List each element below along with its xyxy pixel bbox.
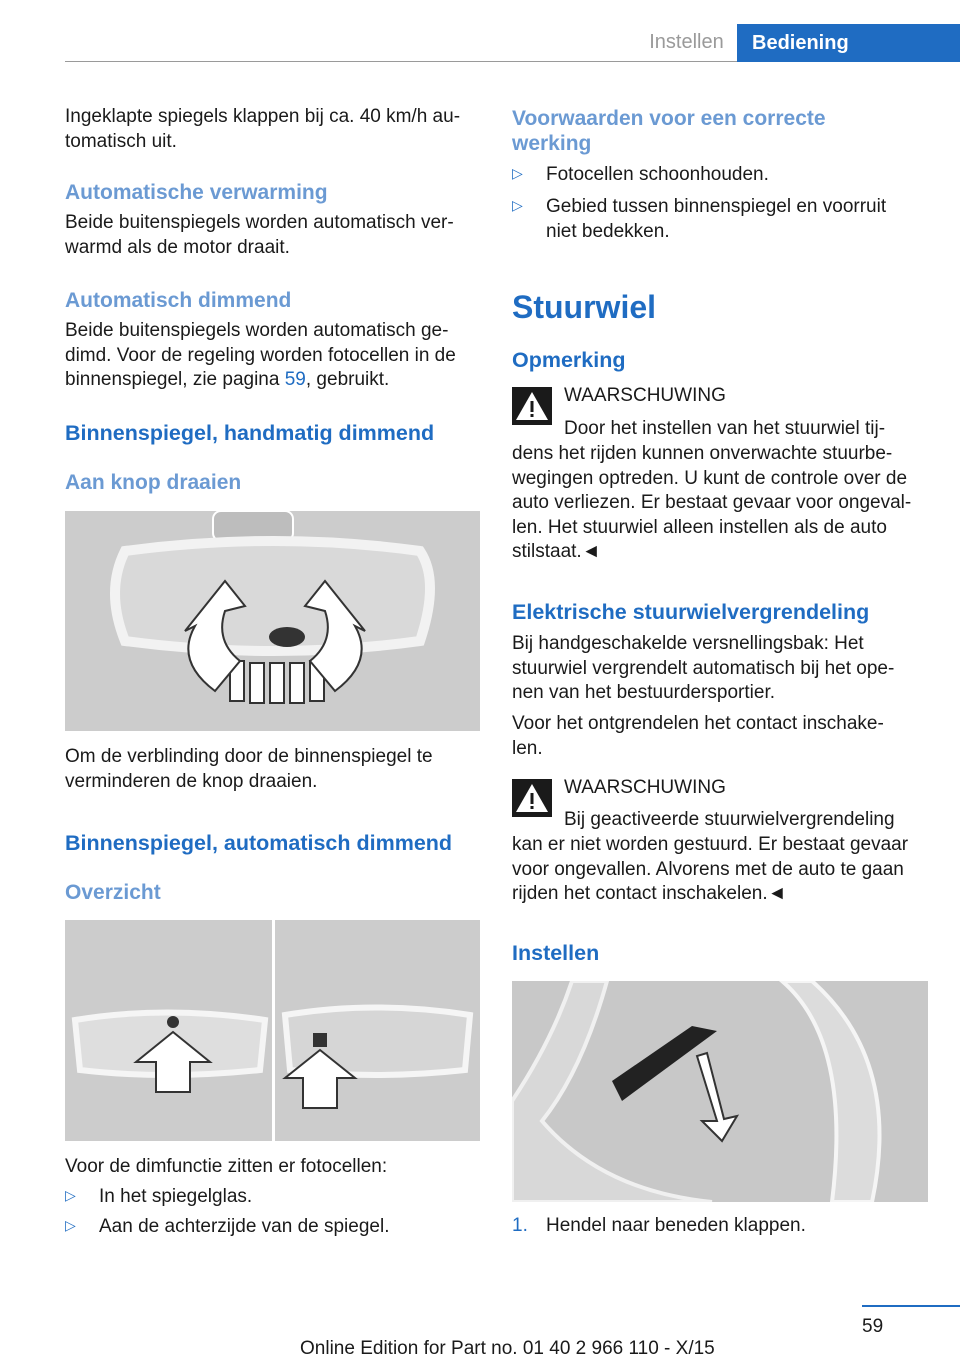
tab-bediening[interactable]: Bediening [737, 24, 960, 62]
heading-automatische-verwarming: Automatische verwarming [65, 181, 328, 204]
tab-instellen[interactable]: Instellen [649, 31, 724, 53]
heading-automatisch-dimmend: Automatisch dimmend [65, 289, 292, 312]
warning-text: Bij geactiveerde stuurwielvergrendeling [564, 809, 895, 830]
warning-text: dens het rijden kunnen onverwachte stuurbe- wegingen optreden. U kunt de controle over de auto verliezen. Er bestaat gevaar voor ongeval- len. Het stuurwiel alleen instellen als de auto stilstaat.◄ [512, 443, 912, 562]
paragraph-versnellingsbak: Bij handgeschakelde versnellingsbak: Het stuurwiel vergrendelt automatisch bij het ope- nen van het bestuurdersportier. [512, 633, 895, 703]
bullet-icon: ▷ [512, 165, 523, 181]
list-item: In het spiegelglas. [99, 1186, 253, 1207]
paragraph-verwarming: Beide buitenspiegels worden automatisch ver- warmd als de motor draait. [65, 212, 454, 258]
step-number: 1. [512, 1215, 528, 1236]
heading-opmerking: Opmerking [512, 348, 626, 372]
bullet-icon: ▷ [65, 1217, 76, 1233]
warning-text: Door het instellen van het stuurwiel tij- [564, 418, 886, 439]
edition-line: Online Edition for Part no. 01 40 2 966 110 - X/15 [300, 1338, 715, 1359]
heading-overzicht: Overzicht [65, 881, 161, 904]
page-number: 59 [862, 1316, 884, 1337]
warning-title: WAARSCHUWING [564, 385, 726, 406]
list-item: Fotocellen schoonhouden. [546, 164, 769, 185]
heading-automatisch-dimmend-binnen: Binnenspiegel, automatisch dimmend [65, 831, 453, 855]
warning-text: kan er niet worden gestuurd. Er bestaat gevaar voor ongevallen. Alvorens met de auto te gaan rijden het contact inschakelen.◄ [512, 834, 909, 904]
list-item: Aan de achterzijde van de spiegel. [99, 1216, 390, 1237]
paragraph-ontgrendelen: Voor het ontgrendelen het contact inschake- len. [512, 713, 884, 759]
paragraph-fotocellen: Voor de dimfunctie zitten er fotocellen: [65, 1156, 388, 1177]
paragraph-dimmend: Beide buitenspiegels worden automatisch ge- dimd. Voor de regeling worden fotocellen in de binnenspiegel, zie pagina 59, gebruikt. [65, 320, 456, 390]
heading-voorwaarden: Voorwaarden voor een correcte werking [512, 107, 826, 155]
footer-rule [862, 1305, 960, 1307]
warning-icon [512, 387, 552, 425]
mirror-photocells-image [65, 920, 480, 1141]
mirror-knob-image [65, 511, 480, 731]
heading-elektrische-vergrendeling: Elektrische stuurwielvergrendeling [512, 600, 870, 624]
step-text: Hendel naar beneden klappen. [546, 1215, 806, 1236]
warning-title: WAARSCHUWING [564, 777, 726, 798]
steering-lever-image [512, 981, 928, 1202]
bullet-icon: ▷ [65, 1187, 76, 1203]
paragraph-ingeklapt: Ingeklapte spiegels klappen bij ca. 40 km/h au- tomatisch uit. [65, 106, 461, 152]
page-link[interactable]: 59 [284, 369, 306, 390]
heading-stuurwiel: Stuurwiel [512, 289, 657, 325]
heading-instellen: Instellen [512, 941, 600, 965]
heading-aan-knop-draaien: Aan knop draaien [65, 471, 242, 494]
bullet-icon: ▷ [512, 197, 523, 213]
warning-icon [512, 779, 552, 817]
paragraph-knop: Om de verblinding door de binnenspiegel te verminderen de knop draaien. [65, 746, 433, 792]
list-item: Gebied tussen binnenspiegel en voorruit niet bedekken. [546, 196, 887, 242]
heading-handmatig-dimmend: Binnenspiegel, handmatig dimmend [65, 421, 435, 445]
